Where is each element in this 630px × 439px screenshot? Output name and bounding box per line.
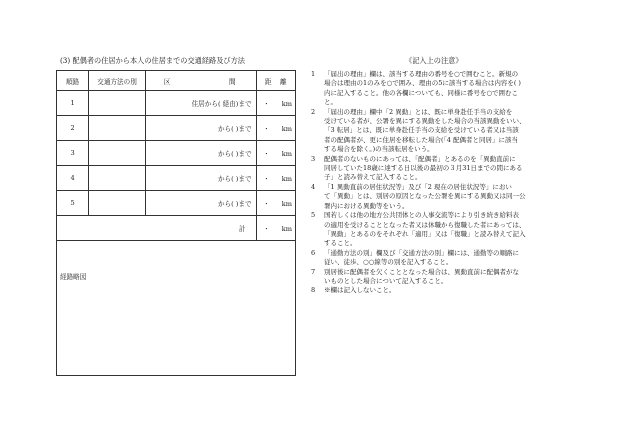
row-no: 1 [57, 91, 89, 116]
header-no: 順路 [57, 71, 89, 91]
route-section-title: (3) 配偶者の住居から本人の住居までの交通経路及び方法 [60, 56, 245, 65]
section-cell[interactable]: から( )まで [145, 141, 256, 166]
route-map-label: 経路略図 [60, 273, 87, 281]
section-cell[interactable]: から( )まで [145, 166, 256, 191]
route-table-frame [56, 70, 296, 376]
note-item: 8 ※欄は記入しないこと。 [311, 286, 396, 295]
method-cell[interactable] [89, 191, 146, 216]
section-cell[interactable]: から( )まで [145, 191, 256, 216]
route-table-header [57, 71, 295, 91]
distance-cell[interactable]: ・ km [256, 116, 295, 141]
section-cell[interactable]: 住居から( 経由)まで [145, 91, 256, 116]
table-row [57, 116, 295, 141]
header-distance: 距 離 [256, 71, 295, 91]
header-section: 区 間 [145, 71, 256, 91]
note-item: 1 「届出の理由」欄は、該当する理由の番号を○で囲むこと。新規の 場合は理由の1のみを○で囲み、理由の5に該当する場合は内容を( ) 内に記入すること。他の各欄についても、同様に番号を○で囲むこ と。 [311, 70, 521, 107]
total-row [57, 216, 295, 241]
note-item: 5 国若しくは他の地方公共団体との人事交流等により引き続き給料表 の適用を受けることとなった者又は休職から復職した者にあっては、 「異動」とあるのをそれぞれ「適用」又は「復職」と読み替えて記入 すること。 [311, 211, 526, 248]
row-no: 2 [57, 116, 89, 141]
total-distance-cell[interactable]: ・ km [256, 216, 295, 241]
section-cell[interactable]: から( )まで [145, 116, 256, 141]
distance-cell[interactable]: ・ km [256, 91, 295, 116]
distance-cell[interactable]: ・ km [256, 141, 295, 166]
distance-cell[interactable]: ・ km [256, 191, 295, 216]
method-cell[interactable] [89, 116, 146, 141]
note-item: 3 配偶者のないものにあっては、「配偶者」とあるのを「異動直前に 同居していた18歳に達する日以後の最初の３月31日までの間にある 子」と読み替えて記入すること。 [311, 154, 523, 182]
notes-list [311, 70, 579, 296]
method-cell[interactable] [89, 91, 146, 116]
table-row [57, 91, 295, 116]
table-row [57, 191, 295, 216]
note-item: 7 別居後に配偶者を欠くこととなった場合は、異動直前に配偶者がな いものとした場合について記入すること。 [311, 267, 519, 285]
notes-title: 《記入上の注意》 [405, 56, 463, 65]
total-label: 計 [57, 216, 256, 241]
row-no: 4 [57, 166, 89, 191]
row-no: 5 [57, 191, 89, 216]
note-item: 2 「届出の理由」欄中「2 異動」とは、既に単身赴任手当の支給を 受けている者が、公署を異にする異動をした場合の当該異動をいい、 「3 転居」とは、既に単身赴任手当の支給を受けている者又は当該 者の配偶者が、更に住居を移転した場合(「4 配偶者と同居」に該当 する場合を除く。)の当該転居をいう。 [311, 107, 526, 154]
method-cell[interactable] [89, 166, 146, 191]
note-item: 6 「通勤方法の別」欄及び「交通方法の別」欄には、通勤等の順路に 従い、徒歩、○○線等の別を記入すること。 [311, 248, 519, 267]
method-cell[interactable] [89, 141, 146, 166]
distance-cell[interactable]: ・ km [256, 166, 295, 191]
header-method: 交通方法の別 [89, 71, 146, 91]
note-item: 4 「1 異動直前の居住状況等」及び「2 現在の居住状況等」におい て「異動」とは、別居の原因となった公署を異にする異動又は同一公 署内における異動等をいう。 [311, 182, 526, 210]
row-no: 3 [57, 141, 89, 166]
table-row [57, 141, 295, 166]
table-row [57, 166, 295, 191]
route-table [57, 71, 295, 241]
